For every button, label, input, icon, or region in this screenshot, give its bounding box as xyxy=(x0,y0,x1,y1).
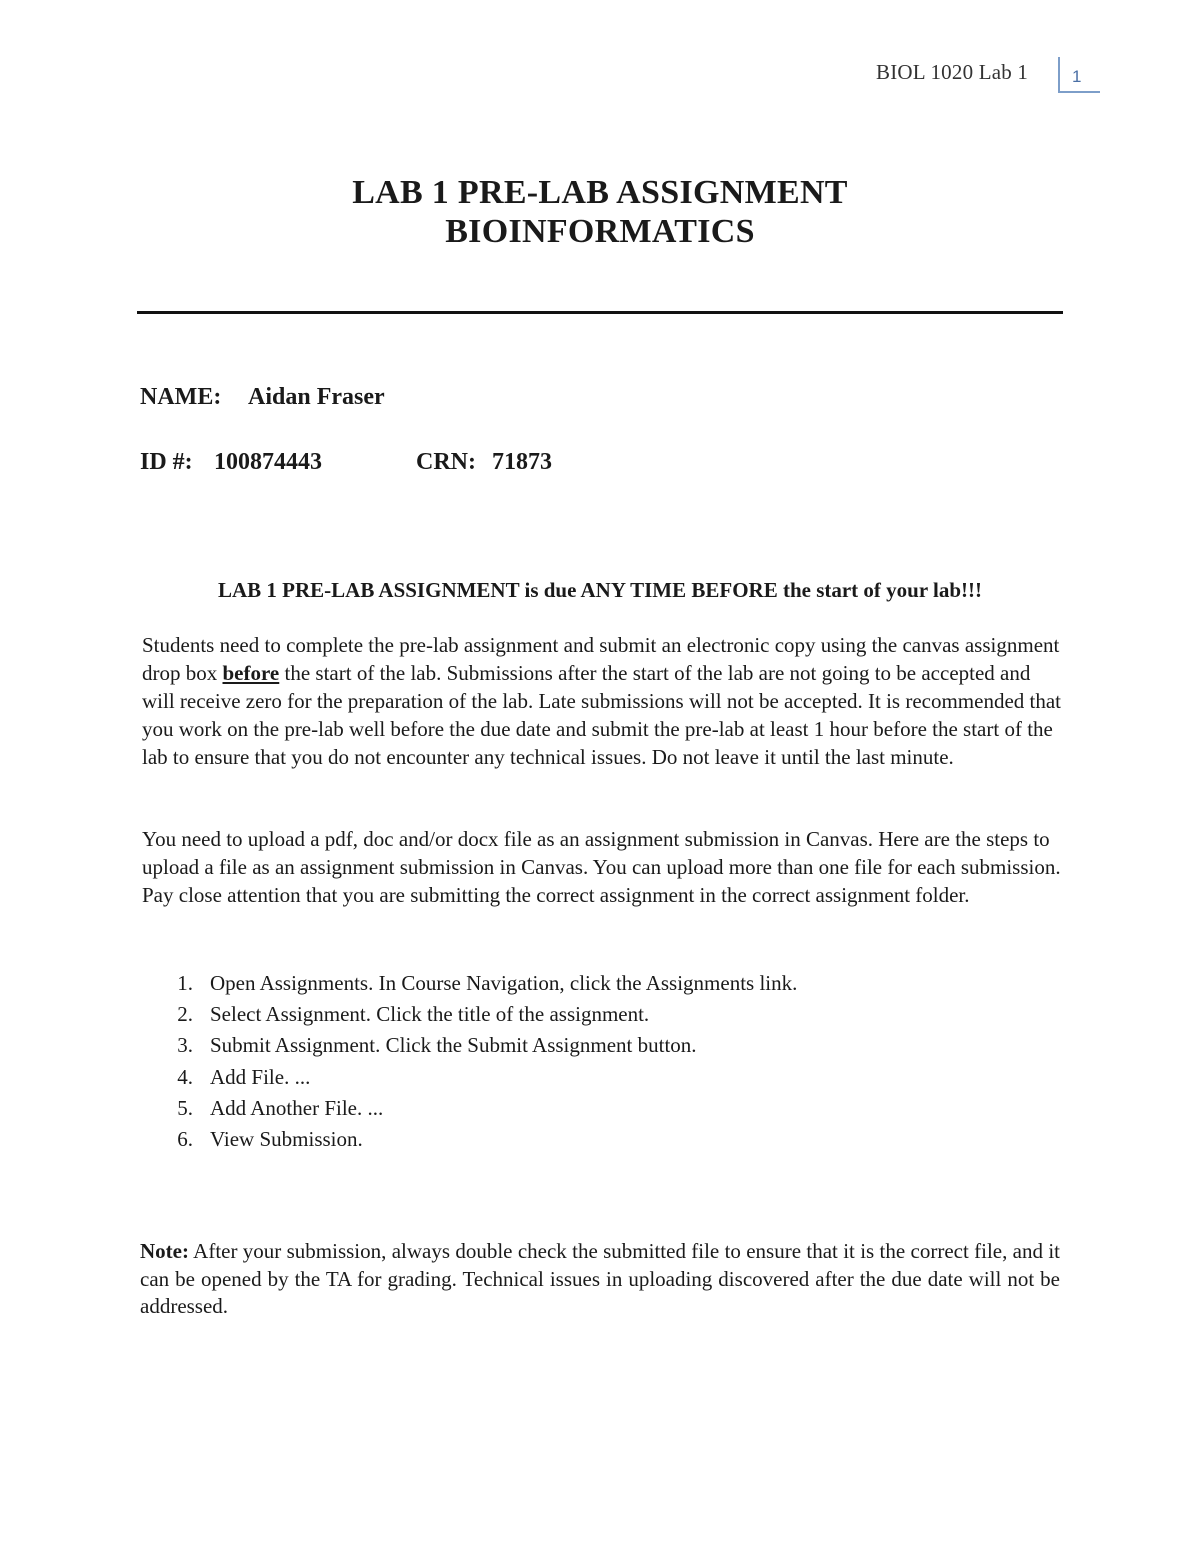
crn-label: CRN: xyxy=(416,449,476,475)
step-text: Add File. ... xyxy=(210,1064,311,1089)
name-label: NAME: xyxy=(140,384,222,410)
step-number: 3. xyxy=(177,1033,193,1058)
step-number: 6. xyxy=(177,1126,193,1151)
emphasis-before: before xyxy=(222,661,280,685)
step-text: Select Assignment. Click the title of the assignment. xyxy=(210,1002,650,1027)
due-notice: LAB 1 PRE-LAB ASSIGNMENT is due ANY TIME BEFORE the start of your lab!!! xyxy=(217,578,983,602)
running-header: BIOL 1020 Lab 1 xyxy=(876,60,1029,84)
note-text: After your submission, always double check the submitted file to ensure that it is the correct file, and it can be opened by the TA for grading. Technical issues in uploading discovered after the due date will not be addressed. xyxy=(140,1239,1060,1318)
document-title: LAB 1 PRE-LAB ASSIGNMENT xyxy=(352,174,848,211)
step-text: Add Another File. ... xyxy=(210,1095,384,1120)
paragraph-text: the start of the lab. Submissions after the start of the lab are not going to be accepted and will receive zero for the preparation of the lab. Late submissions will not be accepted. It is recommended that you work on the pre-lab well before the due date and submit the pre-lab at least 1 hour before the start of the lab to ensure that you do not encounter any technical issues. Do not leave it until the last minute. xyxy=(142,661,1062,769)
note-paragraph xyxy=(140,1238,1060,1321)
name-value: Aidan Fraser xyxy=(248,384,385,410)
step-text: Open Assignments. In Course Navigation, click the Assignments link. xyxy=(210,971,798,995)
id-value: 100874443 xyxy=(214,449,322,475)
step-number: 5. xyxy=(177,1095,193,1120)
crn-value: 71873 xyxy=(492,449,552,475)
step-text: Submit Assignment. Click the Submit Assignment button. xyxy=(210,1033,697,1058)
horizontal-rule xyxy=(137,311,1063,314)
step-number: 4. xyxy=(177,1064,193,1089)
step-text: View Submission. xyxy=(210,1126,363,1151)
document-subtitle: BIOINFORMATICS xyxy=(445,213,755,250)
step-number: 2. xyxy=(177,1002,193,1027)
upload-paragraph: You need to upload a pdf, doc and/or docx file as an assignment submission in Canvas. Here are the steps to upload a file as an assignment submission in Canvas. You can upload more than one file for each submission. Pay close attention that you are submitting the correct assignment in the correct assignment folder. xyxy=(142,827,1061,907)
instructions-paragraph xyxy=(142,631,1067,771)
id-label: ID #: xyxy=(140,449,193,475)
step-number: 1. xyxy=(177,971,193,995)
note-label: Note: xyxy=(140,1239,189,1263)
paragraph-text: Students need to complete the pre-lab assignment and submit an electronic copy using the canvas assignment drop box xyxy=(142,633,1060,685)
page-number: 1 xyxy=(1058,57,1100,93)
